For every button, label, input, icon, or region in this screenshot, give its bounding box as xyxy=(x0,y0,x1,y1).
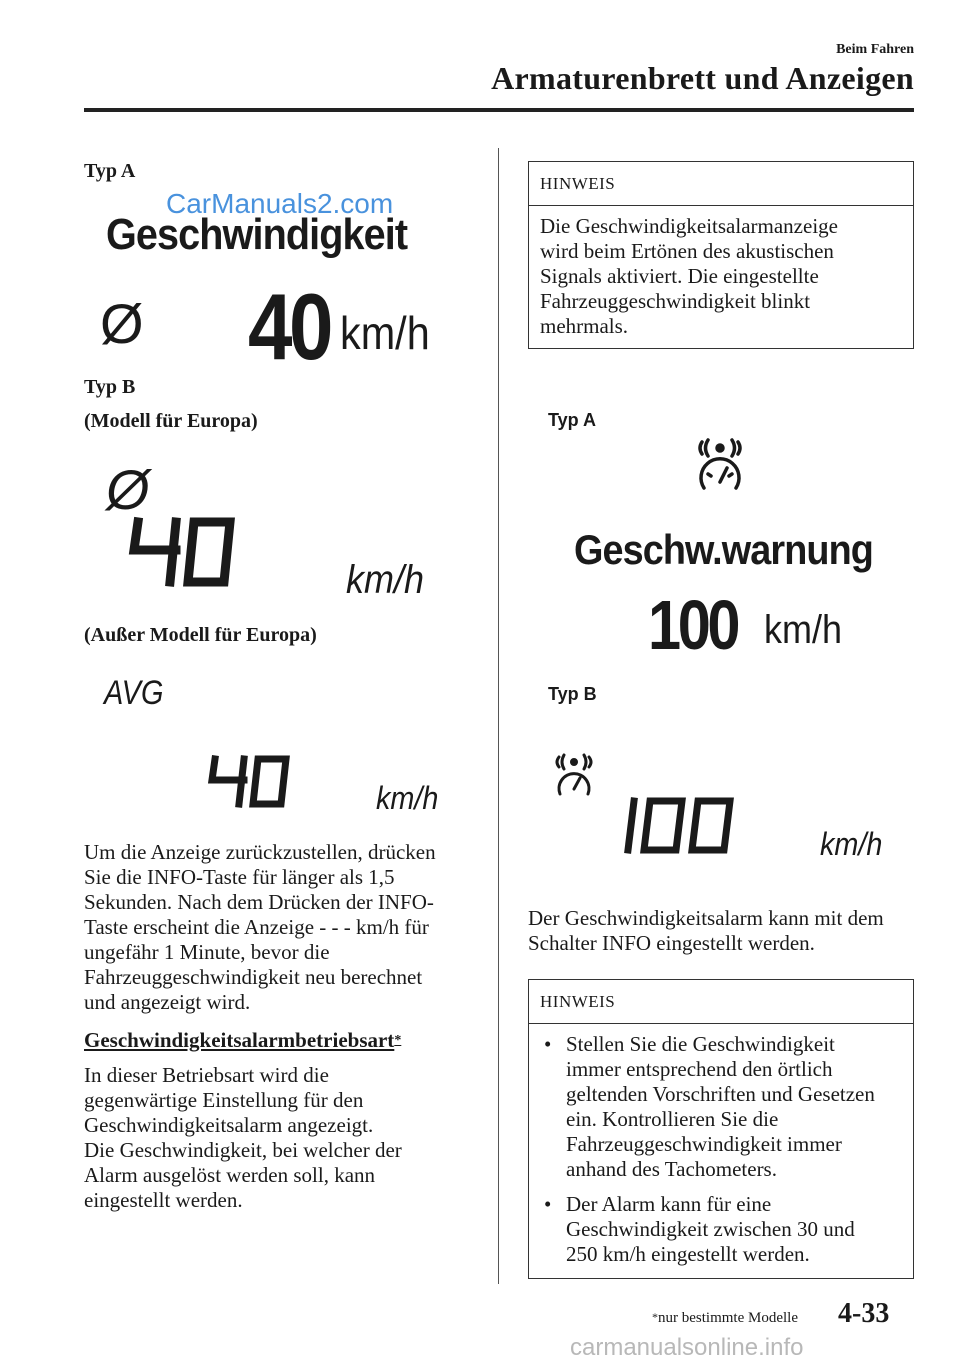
display-unit-kmh: km/h xyxy=(764,608,843,652)
text-line: ein. Kontrollieren Sie die xyxy=(566,1107,779,1131)
text-line: Stellen Sie die Geschwindigkeit xyxy=(566,1032,835,1056)
note-heading: HINWEIS xyxy=(529,162,913,206)
paragraph-reset xyxy=(84,840,484,1015)
note-body xyxy=(529,1024,913,1267)
note-box-2 xyxy=(528,979,914,1279)
heading-text: Geschwindigkeitsalarmbetriebsart xyxy=(84,1028,395,1052)
text-line: Geschwindigkeit zwischen 30 und xyxy=(566,1217,855,1241)
footer-note xyxy=(652,1310,798,1327)
avg-symbol-icon: AVG xyxy=(104,674,164,712)
display-unit-kmh: km/h xyxy=(340,307,430,359)
text-line: Um die Anzeige zurückzustellen, drücken xyxy=(84,840,436,864)
text-line: Die Geschwindigkeit, bei welcher der xyxy=(84,1138,402,1162)
text-line: 250 km/h eingestellt werden. xyxy=(566,1242,810,1266)
text-line: Geschwindigkeitsalarm angezeigt. xyxy=(84,1113,374,1137)
segment-digits-40 xyxy=(206,754,298,810)
display-unit-kmh: km/h xyxy=(820,826,883,862)
text-line: Der Geschwindigkeitsalarm kann mit dem xyxy=(528,906,884,930)
display-unit-kmh: km/h xyxy=(346,558,425,602)
page-number: 4-33 xyxy=(838,1298,890,1329)
text-line: wird beim Ertönen des akustischen xyxy=(540,239,834,263)
average-symbol-icon: Ø xyxy=(100,292,144,355)
note-box-1 xyxy=(528,161,914,349)
text-line: geltenden Vorschriften und Gesetzen xyxy=(566,1082,875,1106)
segment-digits-100 xyxy=(620,796,740,856)
text-line: Fahrzeuggeschwindigkeit neu berechnet xyxy=(84,965,423,989)
text-line: gegenwärtige Einstellung für den xyxy=(84,1088,364,1112)
text-line: und angezeigt wird. xyxy=(84,990,251,1014)
bullet-icon: • xyxy=(544,1032,552,1056)
text-line: Taste erscheint die Anzeige - - - km/h für xyxy=(84,915,429,939)
segment-digits-40 xyxy=(126,516,246,588)
text-line: In dieser Betriebsart wird die xyxy=(84,1063,329,1087)
typ-a-label: Typ A xyxy=(84,160,136,182)
text-line: Sekunden. Nach dem Drücken der INFO- xyxy=(84,890,434,914)
text-line: Fahrzeuggeschwindigkeit immer xyxy=(566,1132,842,1156)
display-unit-kmh: km/h xyxy=(376,780,439,816)
display-value-40: 40 xyxy=(248,274,331,379)
section-label: Beim Fahren xyxy=(836,42,914,57)
heading-star: * xyxy=(394,1033,402,1048)
europe-model-label: (Modell für Europa) xyxy=(84,410,258,432)
text-line: Fahrzeuggeschwindigkeit blinkt xyxy=(540,289,811,313)
text-line: Schalter INFO eingestellt werden. xyxy=(528,931,815,955)
text-line: anhand des Tachometers. xyxy=(566,1157,777,1181)
watermark-carmanualsonline: carmanualsonline.info xyxy=(570,1334,804,1361)
footer-star: * xyxy=(652,1310,658,1324)
text-line: Der Alarm kann für eine xyxy=(566,1192,772,1216)
bullet-item xyxy=(540,1032,903,1182)
text-line: Die Geschwindigkeitsalarmanzeige xyxy=(540,214,838,238)
speed-warning-icon xyxy=(696,436,744,494)
text-line: Signals aktiviert. Die eingestellte xyxy=(540,264,819,288)
text-line: mehrmals. xyxy=(540,314,629,338)
paragraph-alarm xyxy=(84,1063,484,1213)
text-line: immer entsprechend den örtlich xyxy=(566,1057,833,1081)
header-rule xyxy=(84,108,914,112)
heading-alarm-mode xyxy=(84,1028,401,1053)
text-line: ungefähr 1 Minute, bevor die xyxy=(84,940,330,964)
page-title: Armaturenbrett und Anzeigen xyxy=(491,60,914,96)
display-word-geschw-warnung: Geschw.warnung xyxy=(574,526,873,573)
typ-a-label: Typ A xyxy=(548,410,596,430)
text-line: Alarm ausgelöst werden soll, kann xyxy=(84,1163,376,1187)
non-europe-model-label: (Außer Modell für Europa) xyxy=(84,624,317,646)
footer-note-text: nur bestimmte Modelle xyxy=(658,1310,798,1326)
note-heading: HINWEIS xyxy=(529,980,913,1024)
watermark-carmanuals: CarManuals2.com xyxy=(166,188,394,219)
speed-warning-icon xyxy=(554,752,594,798)
note-body xyxy=(529,206,913,339)
text-line: Sie die INFO-Taste für länger als 1,5 xyxy=(84,865,395,889)
typ-b-label: Typ B xyxy=(548,684,597,704)
average-symbol-icon: Ø xyxy=(106,458,150,521)
bullet-icon: • xyxy=(544,1192,552,1216)
text-line: eingestellt werden. xyxy=(84,1188,243,1212)
display-value-100: 100 xyxy=(648,586,738,664)
bullet-item xyxy=(540,1192,903,1267)
column-divider xyxy=(498,148,499,1284)
typ-b-label: Typ B xyxy=(84,376,136,398)
display-word-geschwindigkeit: Geschwindigkeit xyxy=(106,210,408,259)
paragraph-info xyxy=(528,906,928,956)
